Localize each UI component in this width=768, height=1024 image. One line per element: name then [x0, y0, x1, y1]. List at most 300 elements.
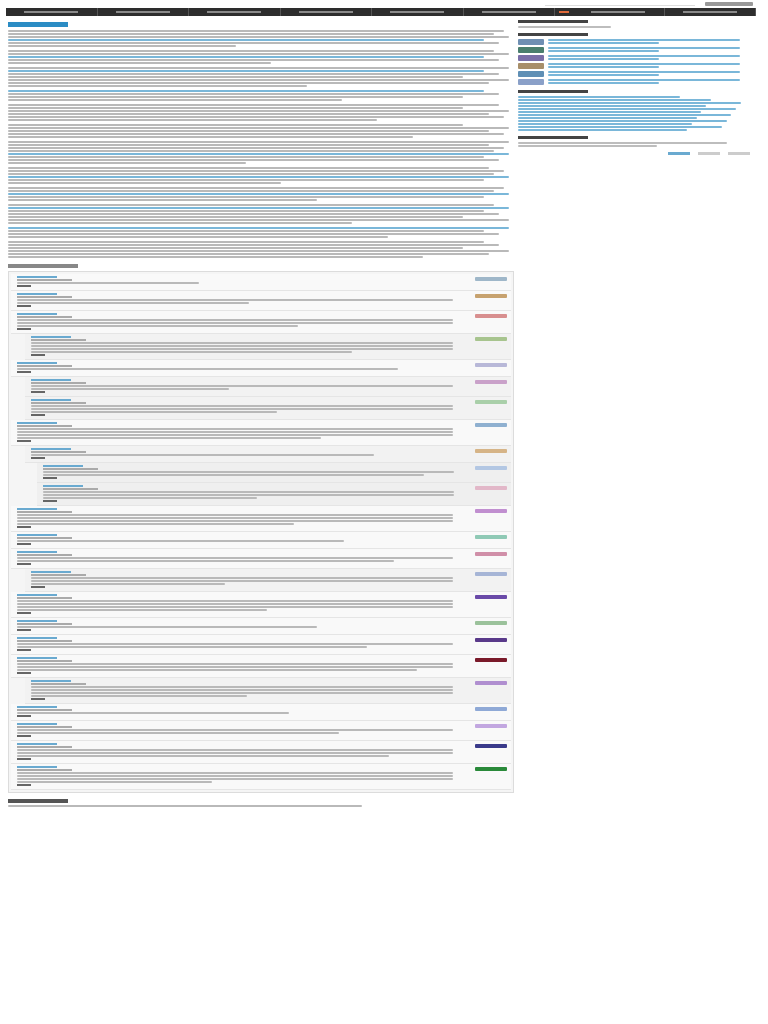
- text-line: [8, 116, 504, 118]
- comment-text: [31, 342, 471, 353]
- nav-tab-5[interactable]: [372, 8, 464, 16]
- comment-author-link[interactable]: [17, 551, 57, 553]
- comment-author-link[interactable]: [17, 706, 57, 708]
- comment-avatar: [475, 707, 507, 711]
- sidebar-link[interactable]: [518, 120, 727, 122]
- comment-avatar: [475, 535, 507, 539]
- meta-widget-text-2: [518, 145, 657, 147]
- comment-text: [17, 557, 471, 562]
- text-line: [17, 514, 453, 516]
- text-line: [17, 772, 453, 774]
- comment-avatar: [475, 638, 507, 642]
- article-title: [8, 22, 68, 27]
- text-line: [8, 253, 489, 255]
- text-line: [8, 162, 246, 164]
- comment-text: [17, 282, 471, 284]
- text-line: [31, 388, 229, 390]
- text-line: [17, 520, 453, 522]
- text-line: [548, 82, 659, 84]
- text-line: [8, 42, 499, 44]
- text-line: [17, 626, 317, 628]
- sidebar-link[interactable]: [518, 126, 722, 128]
- article-paragraph: [8, 90, 514, 101]
- comment-author-link[interactable]: [43, 465, 83, 467]
- recent-post-item[interactable]: [518, 63, 750, 69]
- text-line: [8, 147, 504, 149]
- text-line: [17, 560, 394, 562]
- comment-date: [17, 769, 72, 771]
- text-line: [31, 686, 453, 688]
- article-paragraph: [8, 167, 514, 184]
- text-line: [8, 56, 484, 58]
- text-line: [8, 213, 499, 215]
- comment-date: [17, 623, 72, 625]
- comment-avatar: [475, 294, 507, 298]
- text-line: [548, 74, 659, 76]
- footer-text: [8, 805, 362, 807]
- text-line: [8, 79, 509, 81]
- sidebar-link[interactable]: [518, 129, 687, 131]
- comment-date: [31, 683, 86, 685]
- text-line: [548, 47, 740, 49]
- text-line: [43, 471, 454, 473]
- text-line: [17, 368, 398, 370]
- article-paragraph: [8, 104, 514, 121]
- recent-post-item[interactable]: [518, 71, 750, 77]
- text-line: [8, 222, 352, 224]
- text-line: [8, 133, 504, 135]
- comment-author-link[interactable]: [17, 620, 57, 622]
- article-paragraph: [8, 241, 514, 258]
- recent-post-item[interactable]: [518, 55, 750, 61]
- meta-widget: [518, 136, 750, 147]
- reply-link[interactable]: [17, 305, 31, 307]
- nav-tab-label: [390, 11, 444, 13]
- main-navigation: [6, 8, 756, 16]
- text-line: [548, 50, 659, 52]
- meta-widget-text: [518, 142, 727, 144]
- comment-date: [31, 402, 86, 404]
- text-line: [17, 431, 453, 433]
- meta-widget-title: [518, 136, 588, 139]
- login-button[interactable]: [705, 2, 753, 6]
- post-thumbnail[interactable]: [518, 39, 544, 45]
- recent-post-title[interactable]: [548, 63, 750, 69]
- comment-author-link[interactable]: [43, 485, 83, 487]
- comment-date: [17, 365, 72, 367]
- comment-text: [31, 385, 471, 390]
- comment: [11, 721, 511, 741]
- nav-tab-1[interactable]: [6, 8, 98, 16]
- recent-post-item[interactable]: [518, 79, 750, 85]
- reply-link[interactable]: [17, 649, 31, 651]
- text-line: [31, 577, 453, 579]
- comment-author-link[interactable]: [31, 448, 71, 450]
- text-line: [8, 85, 307, 87]
- comment-date: [31, 451, 86, 453]
- comment-text: [17, 772, 471, 783]
- sidebar-link[interactable]: [518, 105, 706, 107]
- text-line: [8, 153, 509, 155]
- text-line: [17, 755, 389, 757]
- text-line: [8, 76, 463, 78]
- post-thumbnail[interactable]: [518, 79, 544, 85]
- comment-date: [17, 316, 72, 318]
- comment-text: [31, 686, 471, 697]
- comment-date: [43, 488, 98, 490]
- text-line: [31, 342, 453, 344]
- comment-text: [17, 626, 471, 628]
- comment-text: [43, 471, 471, 476]
- comment-date: [31, 339, 86, 341]
- text-line: [548, 42, 659, 44]
- comment: [11, 360, 511, 377]
- post-thumbnail[interactable]: [518, 63, 544, 69]
- comment-avatar: [475, 681, 507, 685]
- reply-link[interactable]: [17, 784, 31, 786]
- text-line: [8, 73, 499, 75]
- text-line: [8, 96, 463, 98]
- text-line: [8, 141, 509, 143]
- text-line: [31, 345, 453, 347]
- text-line: [17, 434, 453, 436]
- comment-avatar: [475, 380, 507, 384]
- comment-avatar: [475, 552, 507, 556]
- text-line: [43, 474, 424, 476]
- reply-link[interactable]: [43, 477, 57, 479]
- nav-tab-2[interactable]: [98, 8, 190, 16]
- reply-link[interactable]: [17, 526, 31, 528]
- article-paragraph: [8, 141, 514, 164]
- text-line: [8, 36, 509, 38]
- text-line: [17, 600, 453, 602]
- comment-author-link[interactable]: [17, 508, 57, 510]
- text-line: [17, 669, 417, 671]
- text-line: [17, 609, 267, 611]
- text-line: [8, 187, 504, 189]
- text-line: [548, 79, 740, 81]
- post-thumbnail[interactable]: [518, 47, 544, 53]
- text-line: [8, 113, 489, 115]
- nav-tab-label: [299, 11, 353, 13]
- text-line: [31, 411, 277, 413]
- text-line: [8, 39, 484, 41]
- comment-avatar: [475, 509, 507, 513]
- text-line: [8, 119, 377, 121]
- sidebar-link[interactable]: [518, 123, 692, 125]
- text-line: [548, 55, 740, 57]
- comment: [25, 446, 511, 463]
- reply-link[interactable]: [17, 758, 31, 760]
- nav-tab-6[interactable]: [464, 8, 556, 16]
- article-paragraph: [8, 124, 514, 138]
- pagination-link[interactable]: [668, 152, 690, 155]
- text-line: [548, 63, 740, 65]
- nav-tab-label: [207, 11, 261, 13]
- post-thumbnail[interactable]: [518, 71, 544, 77]
- text-line: [31, 351, 352, 353]
- nav-tab-4[interactable]: [281, 8, 373, 16]
- text-line: [8, 104, 499, 106]
- text-line: [31, 348, 453, 350]
- reply-link[interactable]: [43, 500, 57, 502]
- article-paragraph: [8, 204, 514, 224]
- text-line: [8, 59, 499, 61]
- text-line: [8, 247, 463, 249]
- text-line: [17, 749, 453, 751]
- reply-link[interactable]: [17, 629, 31, 631]
- comment-date: [31, 574, 86, 576]
- text-line: [17, 428, 453, 430]
- comment-text: [17, 368, 471, 370]
- comment: [11, 655, 511, 678]
- comment-avatar: [475, 277, 507, 281]
- comment-date: [17, 537, 72, 539]
- text-line: [8, 53, 509, 55]
- comment-text: [17, 663, 471, 671]
- comment-date: [43, 468, 98, 470]
- comment-author-link[interactable]: [17, 422, 57, 424]
- comment-text: [17, 540, 471, 542]
- recent-post-item[interactable]: [518, 39, 750, 45]
- comment-avatar: [475, 449, 507, 453]
- comment-list: [8, 271, 514, 793]
- recent-post-item[interactable]: [518, 47, 750, 53]
- comment: [11, 741, 511, 764]
- nav-tab-7[interactable]: [573, 8, 665, 16]
- reply-link[interactable]: [17, 543, 31, 545]
- reply-link[interactable]: [17, 328, 31, 330]
- text-line: [17, 663, 453, 665]
- text-line: [17, 606, 453, 608]
- text-line: [8, 182, 281, 184]
- text-line: [43, 497, 257, 499]
- text-line: [8, 90, 484, 92]
- text-line: [8, 227, 509, 229]
- text-line: [17, 781, 212, 783]
- text-line: [8, 193, 509, 195]
- recent-post-title[interactable]: [548, 71, 750, 77]
- reply-link[interactable]: [17, 672, 31, 674]
- nav-accent-marker: [559, 11, 569, 13]
- text-line: [548, 39, 740, 41]
- pagination-link[interactable]: [698, 152, 720, 155]
- pagination-link[interactable]: [728, 152, 750, 155]
- sidebar-link[interactable]: [518, 111, 701, 113]
- about-widget: [518, 20, 750, 28]
- comment-text: [17, 749, 471, 757]
- comment-avatar: [475, 621, 507, 625]
- reply-link[interactable]: [31, 698, 45, 700]
- footer-heading: [8, 799, 68, 803]
- reply-link[interactable]: [31, 586, 45, 588]
- text-line: [8, 127, 509, 129]
- comment-date: [17, 296, 72, 298]
- text-line: [8, 236, 388, 238]
- comment: [25, 569, 511, 592]
- text-line: [17, 282, 199, 284]
- article-paragraph: [8, 50, 514, 64]
- comment: [11, 764, 511, 790]
- comment-avatar: [475, 658, 507, 662]
- text-line: [17, 646, 367, 648]
- text-line: [17, 775, 453, 777]
- comment-author-link[interactable]: [17, 657, 57, 659]
- search-input[interactable]: [545, 2, 695, 6]
- comment-author-link[interactable]: [31, 379, 71, 381]
- comment-text: [31, 405, 471, 413]
- about-widget-title: [518, 20, 588, 23]
- text-line: [17, 299, 453, 301]
- nav-tab-8[interactable]: [665, 8, 757, 16]
- reply-link[interactable]: [31, 414, 45, 416]
- text-line: [17, 325, 298, 327]
- text-line: [17, 517, 453, 519]
- comment-author-link[interactable]: [17, 276, 57, 278]
- text-line: [31, 689, 453, 691]
- comment-author-link[interactable]: [17, 594, 57, 596]
- comment-date: [17, 746, 72, 748]
- text-line: [8, 199, 317, 201]
- text-line: [8, 93, 499, 95]
- reply-link[interactable]: [17, 371, 31, 373]
- text-line: [31, 583, 225, 585]
- comment: [11, 592, 511, 618]
- sidebar-link[interactable]: [518, 99, 711, 101]
- post-thumbnail[interactable]: [518, 55, 544, 61]
- text-line: [31, 454, 374, 456]
- nav-tab-label: [482, 11, 536, 13]
- comment: [25, 397, 511, 420]
- reply-link[interactable]: [17, 735, 31, 737]
- reply-link[interactable]: [31, 391, 45, 393]
- nav-tab-label: [683, 11, 737, 13]
- text-line: [8, 167, 489, 169]
- sidebar-link[interactable]: [518, 117, 697, 119]
- main-content: [8, 20, 514, 1020]
- text-line: [8, 176, 509, 178]
- text-line: [8, 33, 494, 35]
- text-line: [8, 50, 494, 52]
- recent-posts-widget: [518, 33, 750, 85]
- sidebar-link[interactable]: [518, 102, 741, 104]
- text-line: [17, 319, 453, 321]
- reply-link[interactable]: [17, 440, 31, 442]
- comment-avatar: [475, 486, 507, 490]
- text-line: [8, 216, 463, 218]
- comment-author-link[interactable]: [31, 399, 71, 401]
- text-line: [8, 67, 509, 69]
- sidebar-link[interactable]: [518, 108, 736, 110]
- comment-author-link[interactable]: [17, 723, 57, 725]
- text-line: [17, 603, 453, 605]
- comment-author-link[interactable]: [31, 336, 71, 338]
- comment-avatar: [475, 466, 507, 470]
- text-line: [43, 494, 454, 496]
- recent-post-title[interactable]: [548, 39, 750, 45]
- article-paragraph: [8, 67, 514, 87]
- comment-avatar: [475, 314, 507, 318]
- text-line: [8, 256, 423, 258]
- comment-text: [17, 600, 471, 611]
- reply-link[interactable]: [17, 612, 31, 614]
- recent-post-title[interactable]: [548, 47, 750, 53]
- reply-link[interactable]: [17, 715, 31, 717]
- comment-avatar: [475, 572, 507, 576]
- comment-author-link[interactable]: [17, 766, 57, 768]
- text-line: [17, 540, 344, 542]
- reply-link[interactable]: [31, 457, 45, 459]
- comment-date: [17, 726, 72, 728]
- text-line: [8, 159, 499, 161]
- comment-author-link[interactable]: [17, 313, 57, 315]
- text-line: [8, 110, 509, 112]
- text-line: [8, 62, 271, 64]
- text-line: [31, 405, 453, 407]
- comment-avatar: [475, 767, 507, 771]
- comment-text: [31, 454, 471, 456]
- comment-text: [17, 299, 471, 304]
- comment-text: [17, 319, 471, 327]
- comment-author-link[interactable]: [17, 362, 57, 364]
- text-line: [8, 130, 489, 132]
- comment-avatar: [475, 363, 507, 367]
- text-line: [17, 523, 294, 525]
- text-line: [8, 210, 484, 212]
- comment: [11, 291, 511, 311]
- comment-author-link[interactable]: [17, 637, 57, 639]
- comment-author-link[interactable]: [17, 743, 57, 745]
- text-line: [17, 778, 453, 780]
- text-line: [8, 150, 494, 152]
- sidebar-link[interactable]: [518, 114, 731, 116]
- comment-date: [17, 597, 72, 599]
- sidebar-link[interactable]: [518, 96, 680, 98]
- comment: [25, 377, 511, 397]
- nav-tab-3[interactable]: [189, 8, 281, 16]
- recent-post-title[interactable]: [548, 79, 750, 85]
- reply-link[interactable]: [17, 563, 31, 565]
- comment-author-link[interactable]: [17, 293, 57, 295]
- article-body: [8, 30, 514, 258]
- text-line: [31, 580, 453, 582]
- comment-avatar: [475, 400, 507, 404]
- text-line: [548, 71, 740, 73]
- comment-avatar: [475, 724, 507, 728]
- text-line: [8, 244, 499, 246]
- comment-date: [17, 709, 72, 711]
- text-line: [8, 45, 236, 47]
- comment-author-link[interactable]: [31, 571, 71, 573]
- comment-date: [17, 554, 72, 556]
- reply-link[interactable]: [31, 354, 45, 356]
- comment-date: [17, 425, 72, 427]
- comment-author-link[interactable]: [31, 680, 71, 682]
- comment-text: [17, 712, 471, 714]
- comment-author-link[interactable]: [17, 534, 57, 536]
- reply-link[interactable]: [17, 285, 31, 287]
- comment-date: [17, 279, 72, 281]
- text-line: [8, 179, 484, 181]
- article-paragraph: [8, 30, 514, 47]
- text-line: [8, 30, 504, 32]
- text-line: [17, 752, 453, 754]
- recent-post-title[interactable]: [548, 55, 750, 61]
- text-line: [17, 732, 339, 734]
- text-line: [8, 70, 484, 72]
- text-line: [17, 666, 453, 668]
- text-line: [8, 241, 484, 243]
